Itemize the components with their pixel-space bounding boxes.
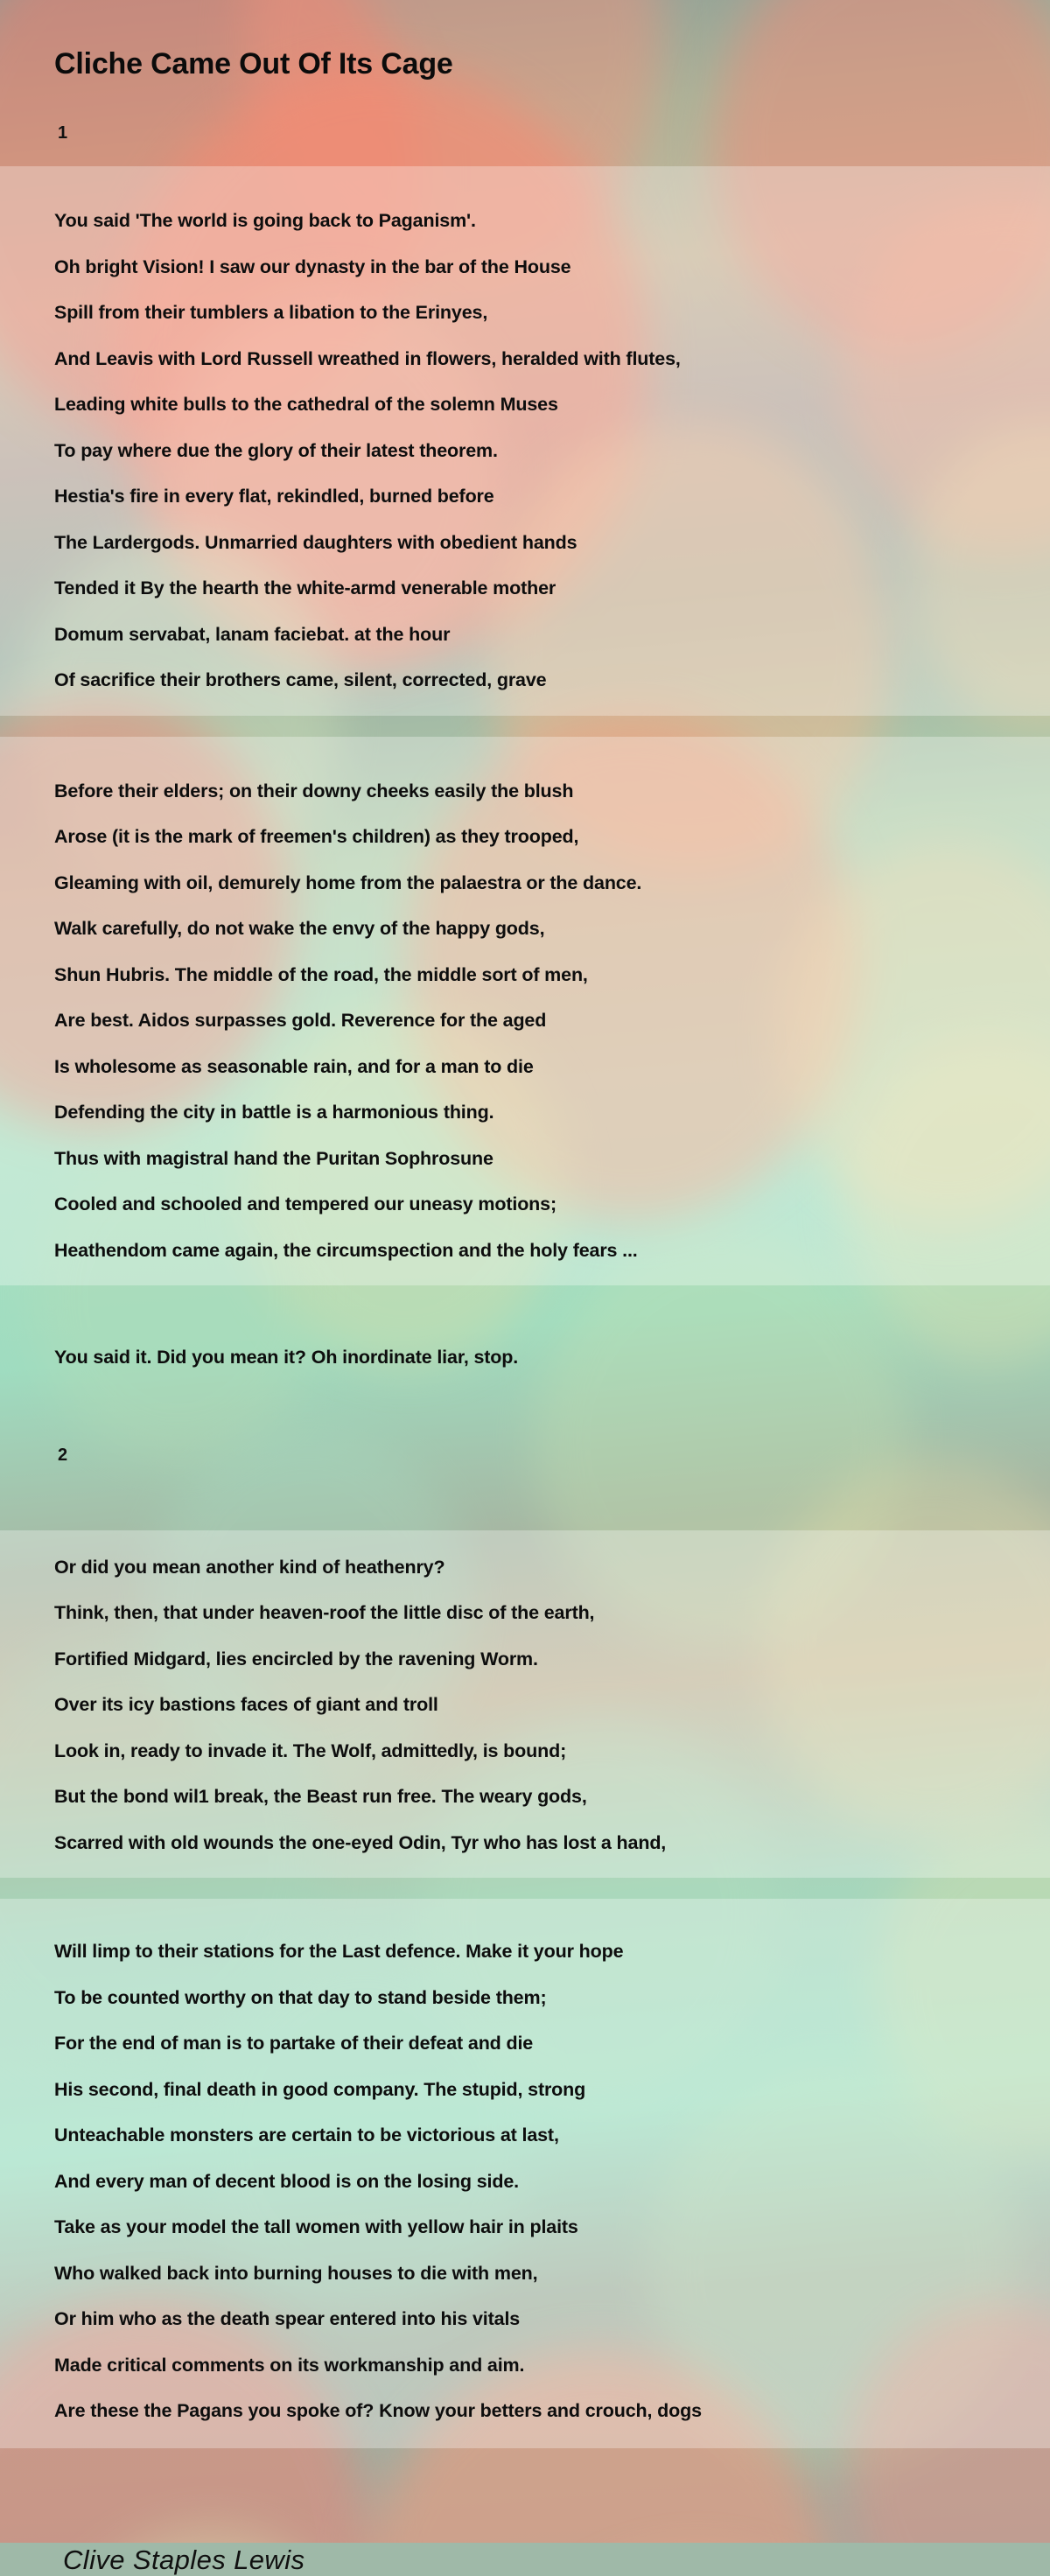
poem-line: Heathendom came again, the circumspection and the holy fears ... [54, 1239, 638, 1261]
poem-line: His second, final death in good company. The stupid, strong [54, 2078, 586, 2100]
gap-3 [0, 1878, 1050, 1899]
author-band [0, 2448, 1050, 2576]
poem-line: To be counted worthy on that day to stand beside them; [54, 1986, 547, 2008]
poem-line: Before their elders; on their downy cheeks easily the blush [54, 780, 574, 802]
poem-line: Is wholesome as seasonable rain, and for a man to die [54, 1055, 534, 1077]
poem-line: Oh bright Vision! I saw our dynasty in the bar of the House [54, 256, 571, 277]
interlude-band [0, 1305, 1050, 1530]
poem-line: Or him who as the death spear entered into his vitals [54, 2308, 521, 2329]
poem-line: Fortified Midgard, lies encircled by the ravening Worm. [54, 1648, 538, 1670]
stanza-1b-lines [0, 768, 1050, 1274]
poem-line: Leading white bulls to the cathedral of the solemn Muses [54, 394, 558, 415]
poem-line: Made critical comments on its workmanship and aim. [54, 2354, 525, 2376]
poem-line: Take as your model the tall women with yellow hair in plaits [54, 2216, 578, 2237]
poem-line: Gleaming with oil, demurely home from the palaestra or the dance. [54, 872, 642, 893]
stanza-block-1a [0, 166, 1050, 716]
stanza-block-2a [0, 1530, 1050, 1879]
poem-line: Arose (it is the mark of freemen's children) as they trooped, [54, 826, 579, 847]
stanza-2b-lines [0, 1928, 1050, 2434]
poem-line: Defending the city in battle is a harmonious thing. [54, 1102, 494, 1123]
stanza-block-2b [0, 1899, 1050, 2448]
stanza-1a-lines [0, 198, 1050, 704]
poem-line: Cooled and schooled and tempered our uneasy motions; [54, 1194, 556, 1214]
poem-line: Are best. Aidos surpasses gold. Reverence for the aged [54, 1010, 547, 1031]
poem-line: Tended it By the hearth the white-armd venerable mother [54, 578, 556, 598]
poem-line: Unteachable monsters are certain to be victorious at last, [54, 2124, 559, 2146]
stanza-2a-lines [0, 1544, 1050, 1866]
poem-line: But the bond wil1 break, the Beast run free. The weary gods, [54, 1786, 587, 1807]
page-title: Cliche Came Out Of Its Cage [54, 47, 453, 80]
poem-line: And Leavis with Lord Russell wreathed in flowers, heralded with flutes, [54, 347, 681, 369]
poem-line: For the end of man is to partake of their defeat and die [54, 2033, 534, 2054]
poem-line: Of sacrifice their brothers came, silent, corrected, grave [54, 669, 547, 690]
poem-line: Who walked back into burning houses to die with men, [54, 2262, 538, 2284]
poem-line: To pay where due the glory of their latest theorem. [54, 439, 498, 461]
author-name: Clive Staples Lewis [63, 2544, 305, 2575]
gap-1 [0, 716, 1050, 737]
poem-line: And every man of decent blood is on the losing side. [54, 2170, 519, 2192]
poem-line: Or did you mean another kind of heathenry? [54, 1556, 445, 1578]
poem-line: Walk carefully, do not wake the envy of the happy gods, [54, 918, 545, 939]
gap-2 [0, 1285, 1050, 1305]
poem-line: Hestia's fire in every flat, rekindled, burned before [54, 486, 494, 507]
poem-line: Think, then, that under heaven-roof the little disc of the earth, [54, 1602, 595, 1623]
interlude-lines [0, 1334, 1050, 1381]
poem-line: Over its icy bastions faces of giant and troll [54, 1694, 438, 1715]
poem-line: You said 'The world is going back to Paganism'. [54, 210, 476, 231]
poem-line: Thus with magistral hand the Puritan Sophrosune [54, 1147, 494, 1169]
header-band [0, 0, 1050, 166]
stanza-block-1b [0, 737, 1050, 1286]
poem-line: You said it. Did you mean it? Oh inordinate liar, stop. [54, 1347, 519, 1368]
poem-line: Spill from their tumblers a libation to the Erinyes, [54, 302, 488, 323]
poem-line: Scarred with old wounds the one-eyed Odin, Tyr who has lost a hand, [54, 1831, 667, 1853]
poem-line: The Lardergods. Unmarried daughters with obedient hands [54, 531, 578, 553]
poem-line: Are these the Pagans you spoke of? Know your betters and crouch, dogs [54, 2400, 702, 2421]
poem-line: Domum servabat, lanam faciebat. at the hour [54, 623, 451, 645]
stanza-number-two: 2 [58, 1445, 68, 1465]
poem-line: Shun Hubris. The middle of the road, the middle sort of men, [54, 963, 588, 985]
poem-line: Will limp to their stations for the Last defence. Make it your hope [54, 1941, 624, 1962]
poem-line: Look in, ready to invade it. The Wolf, admittedly, is bound; [54, 1740, 567, 1761]
stanza-number-one: 1 [58, 123, 68, 143]
